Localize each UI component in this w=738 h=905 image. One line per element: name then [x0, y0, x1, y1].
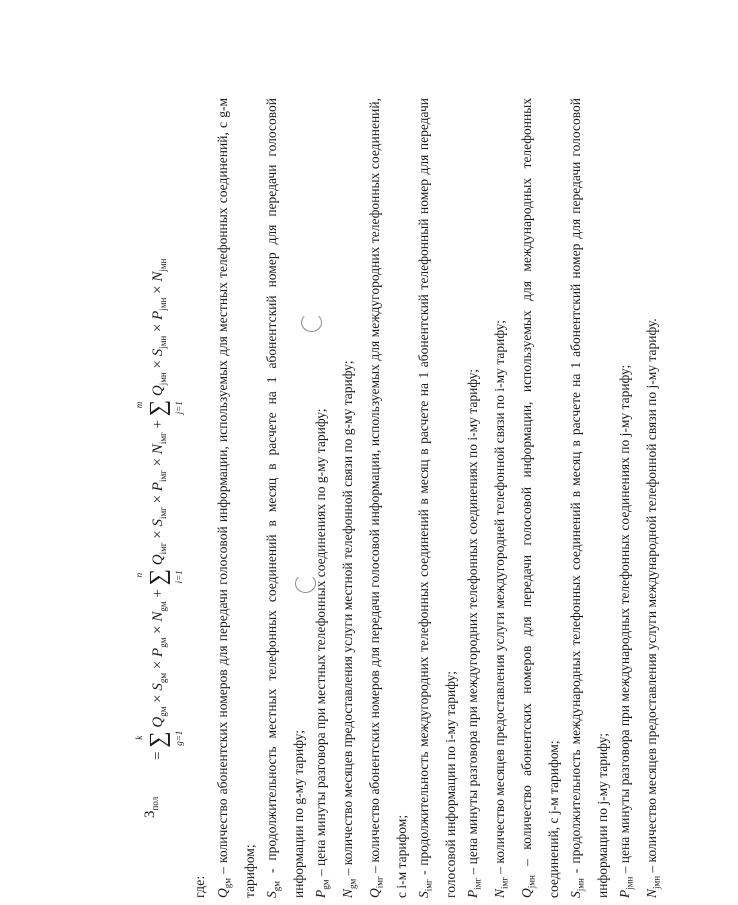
- variable-subscript: jмн: [575, 878, 586, 892]
- definition-text: - продолжительность местных телефонных соединений в месяц в расчете на 1 абонентский номер для передачи голосовой информации по g-му тарифу;: [264, 98, 307, 898]
- variable-symbol: N: [644, 888, 660, 898]
- definition-item: [641, 98, 668, 898]
- variable-subscript: jмн: [651, 875, 662, 889]
- definition-item: [212, 98, 261, 898]
- definition-text: – цена минуты разговора при международных телефонных соединениях по j-му тарифу;: [617, 364, 633, 877]
- variable-subscript: gм: [347, 878, 358, 889]
- sum-symbol: n ∑ i=1: [134, 569, 184, 586]
- variable-subscript: iмг: [473, 877, 484, 890]
- variable-subscript: iмг: [423, 879, 434, 892]
- variable-symbol: S: [568, 891, 584, 898]
- definition-text: - продолжительность междугородних телефонных соединений в месяц в расчете на 1 абонентский телефонный номер для передачи голосовой информации по i-му тарифу;: [416, 98, 459, 898]
- definition-item: [337, 98, 364, 898]
- variable-symbol: Q: [367, 888, 383, 898]
- variable-subscript: iмг: [374, 876, 385, 889]
- variable-symbol: S: [416, 891, 432, 898]
- variable-subscript: gм: [321, 879, 332, 890]
- definition-item: [614, 98, 641, 898]
- definition-item: [364, 98, 413, 898]
- cost-formula: [122, 58, 182, 818]
- variable-symbol: N: [340, 888, 356, 898]
- definition-text: – количество абонентских номеров для передачи голосовой информации, используемых для междугородних телефонных соединений, с i-м тарифом;: [367, 98, 410, 898]
- definitions-block: [190, 98, 668, 898]
- variable-symbol: Q: [519, 888, 535, 898]
- variable-symbol: N: [492, 888, 508, 898]
- definition-item: [261, 98, 310, 898]
- variable-symbol: P: [617, 889, 633, 898]
- sum-symbol: k ∑ g=1: [134, 730, 184, 748]
- variable-symbol: Q: [215, 888, 231, 898]
- definition-item: [413, 98, 462, 898]
- definition-text: – количество месяцев предоставления услуги местной телефонной связи по g-му тарифу;: [340, 360, 356, 879]
- variable-subscript: jмн: [526, 875, 537, 889]
- intro-text: где:: [193, 875, 208, 898]
- definition-list: [212, 98, 668, 898]
- definition-text: – количество абонентских номеров для передачи голосовой информации, используемых для местных телефонных соединений, с g-м тарифом;: [215, 98, 258, 898]
- definition-text: – количество абонентских номеров для передачи голосовой информации, используемых для международных телефонных соединений, с j-м тарифом;: [519, 98, 562, 898]
- definition-text: – цена минуты разговора при местных телефонных соединениях по g-му тарифу;: [313, 408, 329, 880]
- definition-item: [489, 98, 516, 898]
- variable-symbol: P: [465, 889, 481, 898]
- variable-subscript: gм: [271, 881, 282, 892]
- variable-subscript: iмг: [499, 877, 510, 889]
- definition-item: [310, 98, 337, 898]
- sum-symbol: m ∑ j=1: [134, 399, 184, 417]
- formula-label: $З_{пол}$: [142, 796, 160, 818]
- definition-text: - продолжительность международных телефонных соединений в месяц в расчете на 1 абонентский номер для передачи голосовой информации по j-му тарифу;: [568, 98, 611, 898]
- variable-subscript: jмн: [625, 876, 636, 890]
- definition-item: [565, 98, 614, 898]
- rotated-content: [118, 13, 738, 898]
- definition-item: [516, 98, 565, 898]
- variable-symbol: P: [313, 889, 329, 898]
- variable-symbol: S: [264, 891, 280, 898]
- definition-item: [462, 98, 489, 898]
- formula-body: = k ∑ g=1 $Q_{gм} \times S_{gм} \times P_{gм} \times N_{gм}$ + n ∑ i=1 $Q_{iмг} \times S_{iмг} \times P_{iмг} \times N_{iмг}$ + m ∑ j=1 $Q_{jмн} \times S_{jмн} \times P_{jмн} \times N_{jмн}$: [134, 258, 184, 760]
- definition-text: – количество месяцев предоставления услуги междугородней телефонной связи по i-му тарифу;: [492, 319, 508, 878]
- definition-text: – количество месяцев предоставления услуги международной телефонной связи по j-му тарифу.: [644, 318, 660, 876]
- definition-text: – цена минуты разговора при междугородних телефонных соединениях по i-му тарифу;: [465, 368, 481, 878]
- variable-subscript: gм: [222, 878, 233, 889]
